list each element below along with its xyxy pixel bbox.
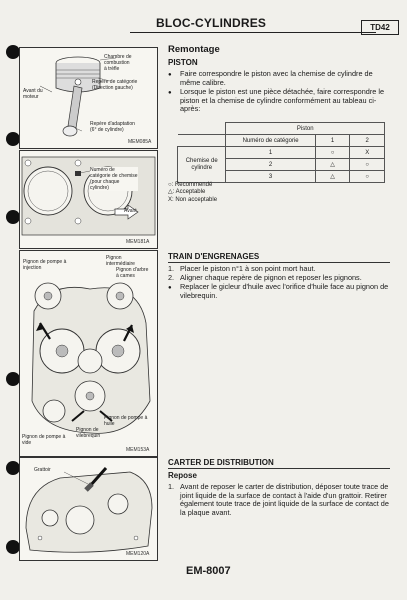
figure-piston: [19, 47, 158, 149]
callout-fit-mark: Repère d'adaptation (6° de cylindre): [90, 121, 135, 133]
table-header-category: Numéro de catégorie: [226, 135, 315, 147]
table-row-header-liner: Chemise de cylindre: [178, 147, 226, 183]
table-cell: ○: [350, 171, 385, 183]
piston-liner-table: [177, 122, 385, 183]
section-rule: [168, 262, 390, 263]
table-cell: △: [315, 159, 350, 171]
section-rule: [168, 468, 390, 469]
gear-train-instructions: [168, 265, 390, 301]
binder-hole-1: [6, 45, 20, 59]
table-cell: X: [350, 147, 385, 159]
callout-engine-front: Avant du moteur: [23, 88, 43, 100]
binder-hole-5: [6, 461, 20, 475]
bullet-item: ● Faire correspondre le piston avec la chemise de cylindre de même calibre.: [168, 70, 390, 87]
table-cell: ○: [315, 147, 350, 159]
step-item: 1. Placer le piston n°1 à son point mort haut.: [168, 264, 316, 273]
engine-code-badge: TD42: [361, 20, 399, 35]
callout-idler-pinion: Pignon intermédiaire: [106, 255, 135, 267]
legend-recommended: ○: Recommendé: [168, 182, 213, 188]
callout-liner-category-number: Numéro de catégorie de chemise (pour chaque cylindre): [90, 167, 138, 191]
table-row-num: 3: [226, 171, 315, 183]
callout-vacuum-pump-pinion: Pignon de pompe à vide: [22, 434, 66, 446]
table-corner: [178, 123, 226, 135]
table-corner: [178, 135, 226, 147]
step-item: 2. Aligner chaque repère de pignon et reposer les pignons.: [168, 273, 362, 283]
table-row-num: 2: [226, 159, 315, 171]
timing-cover-drawing: [20, 458, 157, 560]
section-title-remontage: Remontage: [168, 44, 220, 55]
figure-id: MEM120A: [126, 551, 150, 557]
figure-id: MEM181A: [126, 239, 150, 245]
section-title-timing-cover: CARTER DE DISTRIBUTION: [168, 458, 274, 467]
piston-instructions: [168, 70, 390, 115]
figure-id: MEM153A: [126, 447, 150, 453]
callout-scraper: Grattoir: [34, 467, 51, 473]
page-number: EM-8007: [186, 565, 231, 577]
page-title: BLOC-CYLINDRES: [156, 16, 267, 30]
subsection-title-repose: Repose: [168, 471, 197, 480]
binder-hole-6: [6, 540, 20, 554]
binder-hole-4: [6, 372, 20, 386]
section-title-gear-train: TRAIN D'ENGRENAGES: [168, 252, 260, 261]
figure-scraper: [19, 457, 158, 561]
callout-front: Avant: [124, 208, 137, 214]
figure-cylinder-liners: [19, 150, 158, 249]
table-row-num: 1: [226, 147, 315, 159]
step-item: 1. Avant de reposer le carter de distribution, déposer toute trace de joint liquide de la surface de contact à l'aide d'un grattoir. Retirer également toute trace de joint liquide de la surface de contact de la plaque avant.: [168, 482, 389, 517]
figure-gear-train: [19, 250, 158, 457]
bullet-item: ● Replacer le gicleur d'huile avec l'orifice d'huile face au pignon de vilebrequin.: [168, 283, 390, 300]
timing-cover-instructions: [168, 483, 390, 518]
table-cell: △: [315, 171, 350, 183]
bullet-item: ● Lorsque le piston est une pièce détachée, faire correspondre le piston et la chemise de cylindre conformément au tableau ci-après:: [168, 88, 390, 114]
subsection-title-piston: PISTON: [168, 58, 198, 67]
legend-acceptable: △: Acceptable: [168, 189, 206, 196]
callout-injection-pump-pinion: Pignon de pompe à injection: [23, 259, 67, 271]
callout-camshaft-pinion: Pignon d'arbre à cames: [116, 267, 149, 279]
header-rule: [130, 32, 376, 33]
binder-hole-2: [6, 132, 20, 146]
callout-combustion-chamber: Chambre de combustion à trèfle: [104, 54, 132, 72]
table-col-1: 1: [315, 135, 350, 147]
table-cell: ○: [350, 159, 385, 171]
table-header-piston: Piston: [226, 123, 385, 135]
legend-not-acceptable: X: Non acceptable: [168, 196, 218, 203]
callout-crankshaft-pinion: Pignon de vilebrequin: [76, 427, 101, 439]
callout-category-mark: Repère de catégorie (Direction gauche): [92, 79, 138, 91]
table-legend: [168, 182, 217, 204]
cylinder-liner-drawing: [20, 151, 157, 248]
figure-id: MEM085A: [128, 139, 152, 145]
binder-hole-3: [6, 210, 20, 224]
callout-oil-pump-pinion: Pignon de pompe à huile: [104, 415, 148, 427]
table-col-2: 2: [350, 135, 385, 147]
